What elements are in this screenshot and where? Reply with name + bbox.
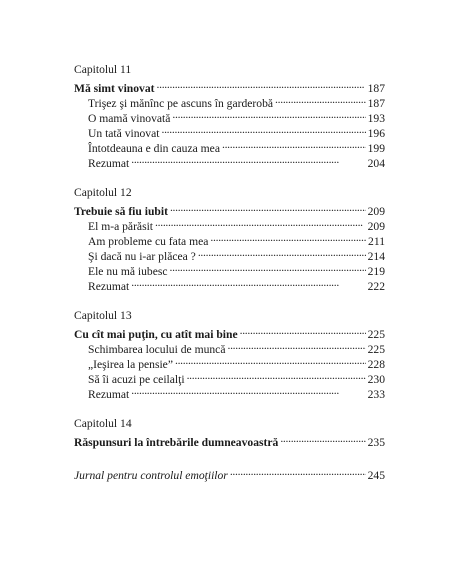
section-title: El m-a părăsit: [88, 220, 154, 233]
chapter-title: Mă simt vinovat: [74, 82, 155, 95]
page-number: 211: [368, 235, 385, 248]
section-title: Şi dacă nu i-ar plăcea ?: [88, 250, 196, 263]
journal-entry: [74, 464, 385, 482]
section-title: Un tată vinovat: [88, 127, 160, 140]
page-number: 209: [367, 220, 385, 233]
page-number: 214: [367, 250, 385, 263]
journal-title: Jurnal pentru controlul emoţiilor: [74, 469, 228, 482]
page-number: 225: [367, 328, 385, 341]
chapter-title-entry: [74, 323, 385, 341]
dot-leader: [210, 230, 366, 245]
chapter-label: Capitolul 12: [74, 186, 132, 199]
page-number: 199: [367, 142, 385, 155]
dot-leader: [131, 383, 365, 398]
dot-leader: [275, 92, 366, 107]
section-title: Întotdeauna e din cauza mea: [88, 142, 220, 155]
section-title: Schimbarea locului de muncă: [88, 343, 226, 356]
section-title: Să îi acuzi pe ceilalţi: [88, 373, 185, 386]
dot-leader: [131, 275, 365, 290]
section-title: O mamă vinovată: [88, 112, 171, 125]
dot-leader: [222, 137, 366, 152]
section-title: Trişez şi mănînc pe ascuns în garderobă: [88, 97, 274, 110]
page-number: 204: [367, 157, 385, 170]
chapter-12: [74, 185, 385, 293]
section-title: Rezumat: [88, 157, 130, 170]
dot-leader: [170, 260, 366, 275]
chapter-label: Capitolul 14: [74, 417, 132, 430]
dot-leader: [170, 200, 366, 215]
chapter-title-entry: [74, 77, 385, 95]
page-number: 196: [367, 127, 385, 140]
chapter-label: Capitolul 11: [74, 63, 132, 76]
dot-leader: [187, 368, 366, 383]
page-number: 219: [367, 265, 385, 278]
dot-leader: [157, 77, 366, 92]
chapter-title-entry: [74, 431, 385, 449]
section-title: Am probleme cu fata mea: [88, 235, 209, 248]
dot-leader: [161, 122, 365, 137]
chapter-title: Cu cît mai puţin, cu atît mai bine: [74, 328, 238, 341]
dot-leader: [227, 338, 365, 353]
dot-leader: [240, 323, 366, 338]
page-number: 233: [367, 388, 385, 401]
page-number: 187: [367, 97, 385, 110]
dot-leader: [172, 107, 365, 122]
chapter-13: [74, 308, 385, 401]
section-title: Rezumat: [88, 388, 130, 401]
section-title: Rezumat: [88, 280, 130, 293]
page-number: 228: [367, 358, 385, 371]
dot-leader: [280, 431, 365, 446]
table-of-contents: [74, 62, 385, 482]
section-title: Ele nu mă iubesc: [88, 265, 168, 278]
dot-leader: [131, 152, 365, 167]
dot-leader: [155, 215, 366, 230]
page-number: 193: [367, 112, 385, 125]
page-number: 245: [367, 469, 385, 482]
page-number: 187: [367, 82, 385, 95]
dot-leader: [230, 464, 366, 479]
page-number: 235: [367, 436, 385, 449]
page-number: 209: [367, 205, 385, 218]
chapter-label: Capitolul 13: [74, 309, 132, 322]
page-number: 222: [367, 280, 385, 293]
page-number: 230: [367, 373, 385, 386]
page-number: 225: [367, 343, 385, 356]
chapter-14: [74, 416, 385, 449]
chapter-title-entry: [74, 200, 385, 218]
dot-leader: [175, 353, 366, 368]
chapter-title: Răspunsuri la întrebările dumneavoastră: [74, 436, 279, 449]
section-title: „Ieşirea la pensie”: [88, 358, 173, 371]
chapter-11: [74, 62, 385, 170]
chapter-title: Trebuie să fiu iubit: [74, 205, 168, 218]
dot-leader: [198, 245, 366, 260]
